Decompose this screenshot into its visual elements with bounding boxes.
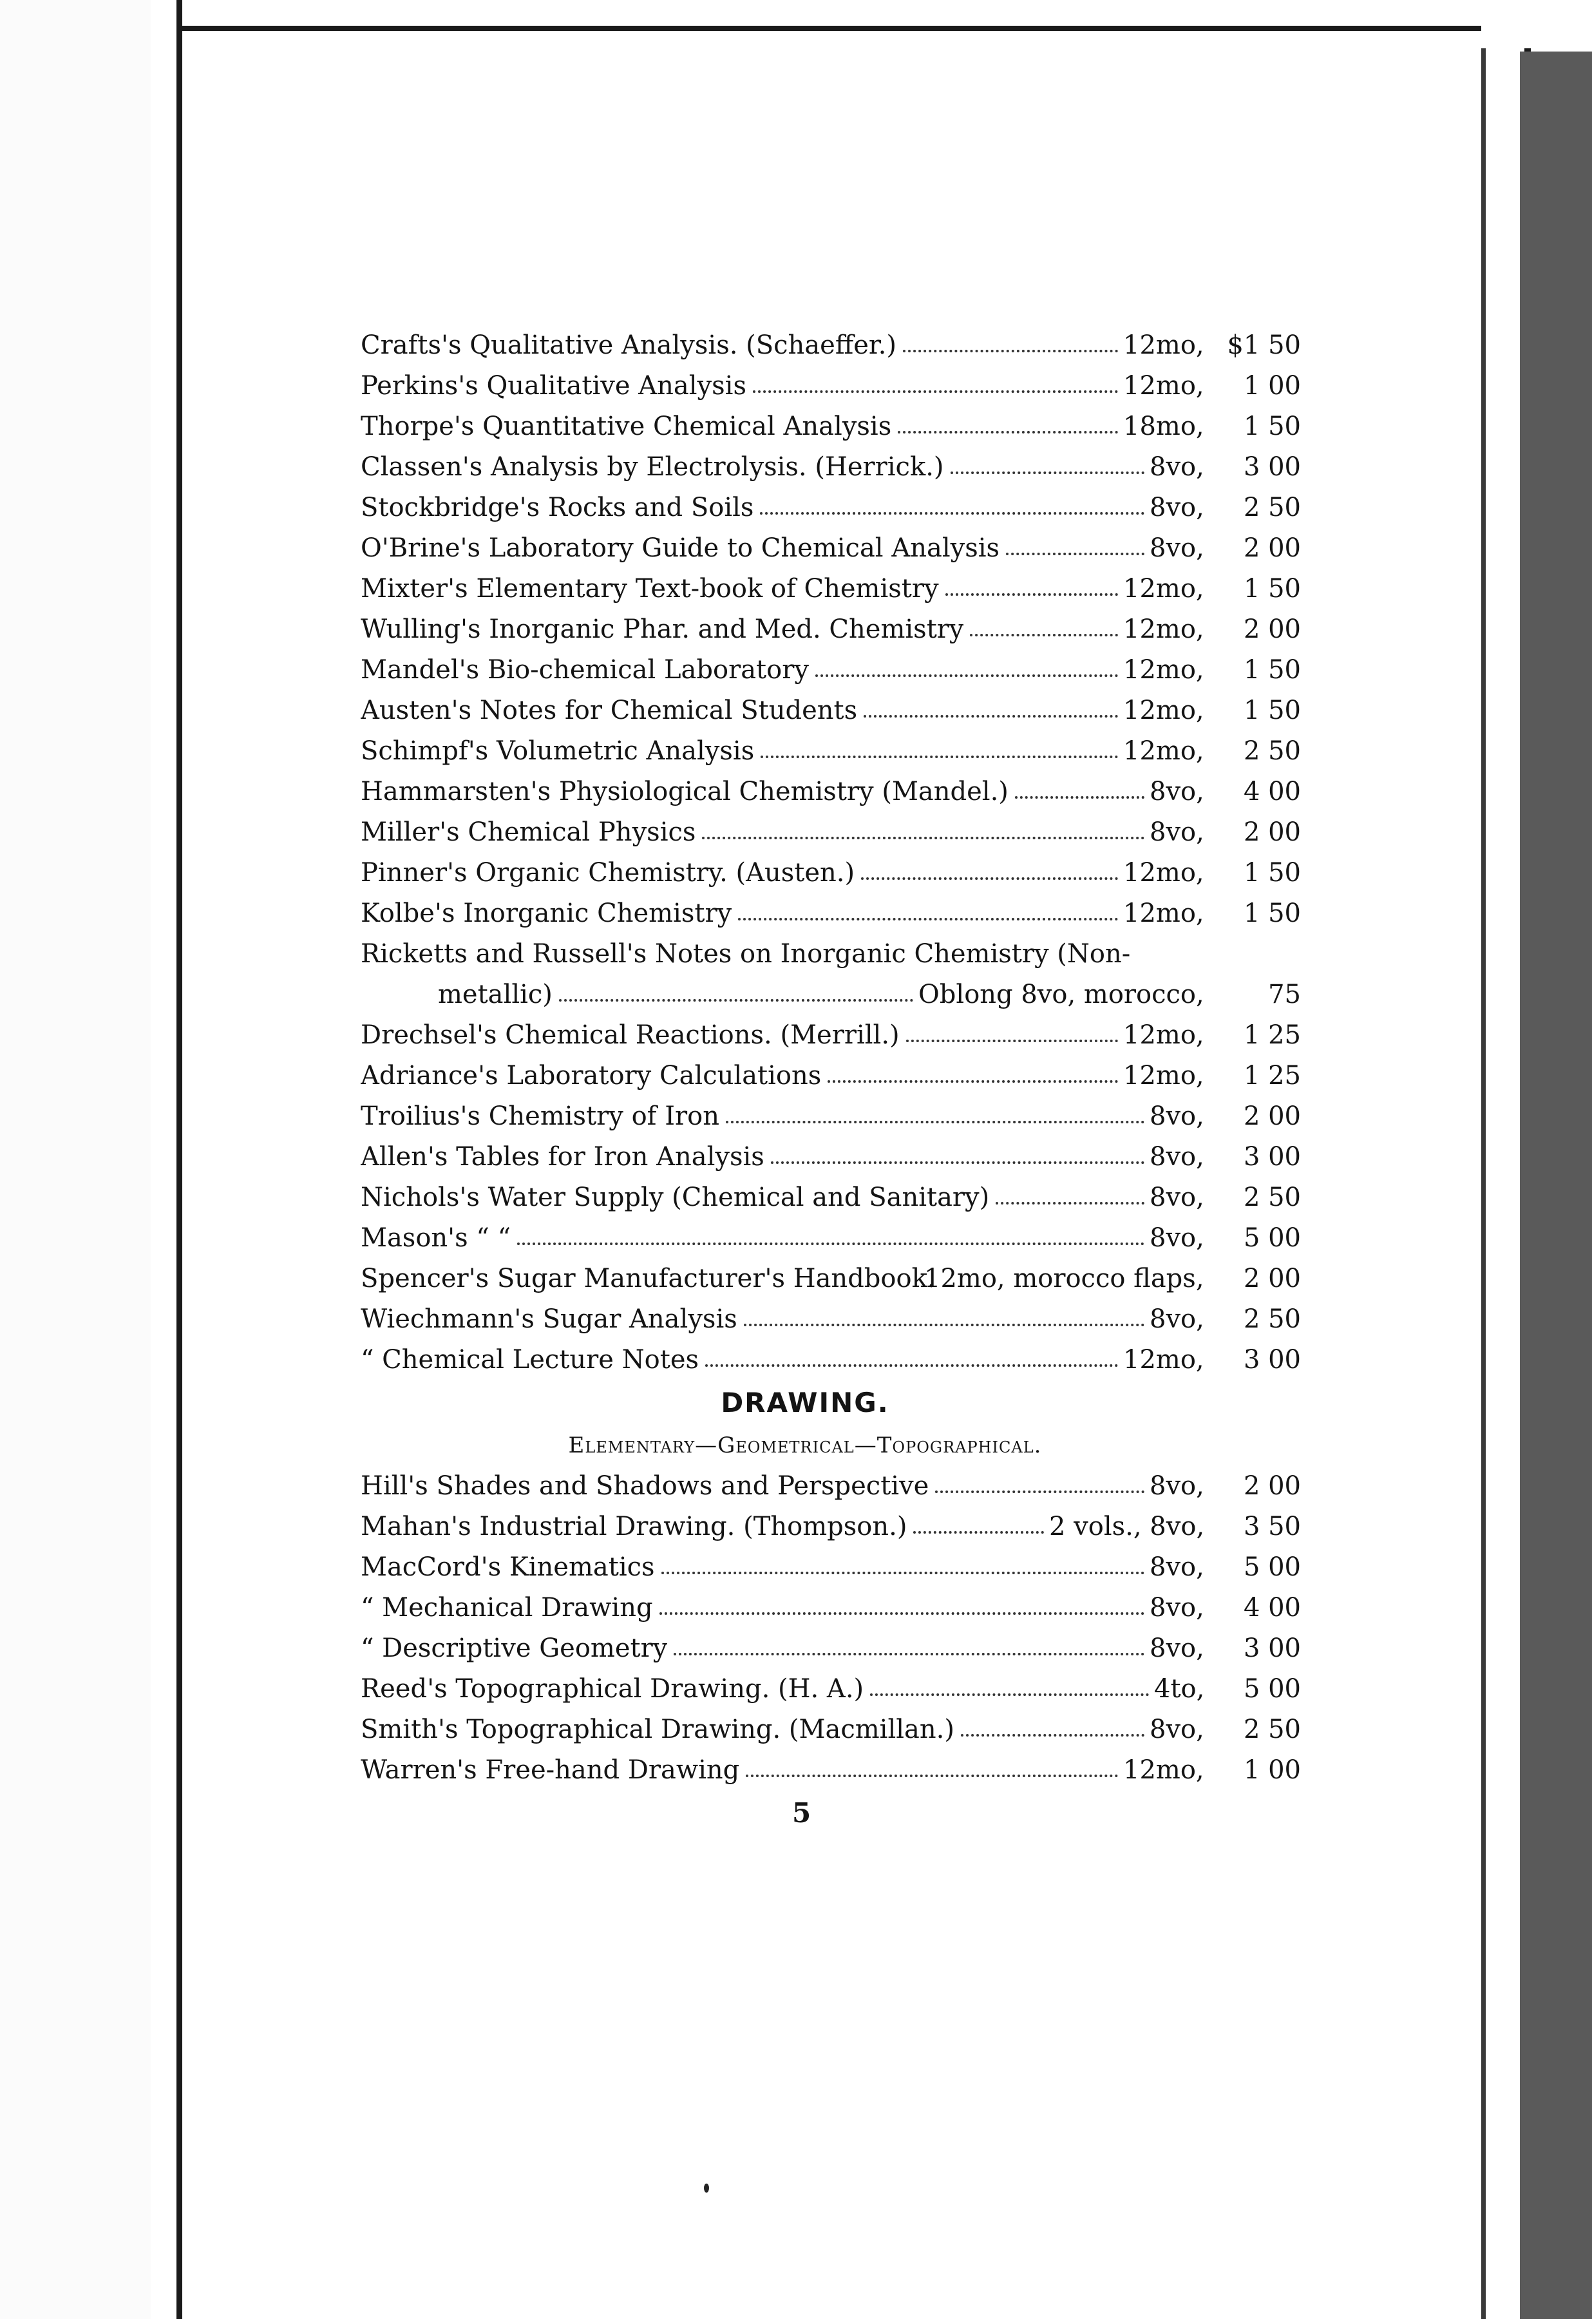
- catalog-entry: [361, 1588, 1301, 1628]
- dot-leader: [771, 1161, 1144, 1164]
- dot-leader: [726, 1121, 1144, 1123]
- entry-price: 1 50: [1243, 858, 1301, 888]
- entry-title: Mandel's Bio-chemical Laboratory: [361, 655, 809, 685]
- dot-leader: [945, 593, 1118, 596]
- binding-shadow: [1520, 52, 1592, 2319]
- dot-leader: [935, 1491, 1144, 1493]
- entry-title: Allen's Tables for Iron Analysis: [361, 1142, 764, 1172]
- catalog-entry: [361, 1507, 1301, 1547]
- entry-title: Mason's “ “: [361, 1223, 511, 1253]
- entry-price: 2 50: [1243, 1715, 1301, 1744]
- entry-title: Austen's Notes for Chemical Students: [361, 696, 858, 725]
- entry-format: 12mo,: [1123, 574, 1204, 604]
- section-heading: DRAWING.: [721, 1387, 889, 1418]
- entry-title: metallic): [438, 980, 553, 1009]
- dot-leader: [744, 1324, 1144, 1326]
- catalog-entry: [361, 528, 1301, 569]
- entry-title: Crafts's Qualitative Analysis. (Schaeffer.): [361, 330, 896, 360]
- entry-price: 2 00: [1243, 1471, 1301, 1501]
- dot-leader: [951, 471, 1144, 474]
- catalog-entry: [361, 731, 1301, 772]
- catalog-entry: [361, 1137, 1301, 1177]
- entry-price: 1 50: [1243, 899, 1301, 928]
- section-subheading: Elementary—Geometrical—Topographical.: [568, 1433, 1042, 1458]
- entry-price: 2 00: [1243, 1101, 1301, 1131]
- entry-format: 8vo,: [1150, 1471, 1204, 1501]
- catalog-entry: [361, 1750, 1301, 1791]
- entry-price: 3 00: [1243, 452, 1301, 482]
- entry-price: 2 00: [1243, 817, 1301, 847]
- entry-price: 1 25: [1243, 1061, 1301, 1091]
- scan-speck: [704, 2184, 709, 2193]
- dot-leader: [906, 1040, 1118, 1042]
- entry-price: 2 00: [1243, 533, 1301, 563]
- catalog-entry: [361, 1669, 1301, 1710]
- catalog-entry: [361, 366, 1301, 406]
- entry-title: Pinner's Organic Chemistry. (Austen.): [361, 858, 855, 888]
- entry-title: Spencer's Sugar Manufacturer's Handbook.: [361, 1264, 936, 1293]
- entry-title: “ Descriptive Geometry: [361, 1633, 668, 1663]
- entry-format: 12mo,: [1123, 1020, 1204, 1050]
- entry-format: 12mo,: [1123, 1755, 1204, 1785]
- entry-title: Schimpf's Volumetric Analysis: [361, 736, 755, 766]
- catalog-entry: [361, 447, 1301, 488]
- entry-title: Hammarsten's Physiological Chemistry (Mandel.): [361, 777, 1009, 806]
- dot-leader: [864, 715, 1118, 718]
- catalog-entry: [361, 893, 1301, 934]
- dot-leader: [559, 999, 913, 1002]
- catalog-entry: [361, 1218, 1301, 1259]
- dot-leader: [961, 1734, 1144, 1737]
- catalog-entry: [361, 569, 1301, 609]
- entry-format: 12mo, morocco flaps,: [924, 1264, 1204, 1293]
- entry-price: 4 00: [1243, 1593, 1301, 1623]
- dot-leader: [661, 1572, 1144, 1574]
- entry-price: 1 50: [1243, 696, 1301, 725]
- entry-price: 1 50: [1243, 574, 1301, 604]
- dot-leader: [996, 1202, 1144, 1205]
- entry-price: 1 00: [1243, 1755, 1301, 1785]
- entry-price: 1 25: [1243, 1020, 1301, 1050]
- entry-title: Ricketts and Russell's Notes on Inorganic Chemistry (Non-: [361, 939, 1131, 969]
- entry-title: O'Brine's Laboratory Guide to Chemical Analysis: [361, 533, 1000, 563]
- dot-leader: [761, 756, 1118, 758]
- entry-price: $1 50: [1227, 330, 1301, 360]
- entry-price: 1 50: [1243, 655, 1301, 685]
- entry-price: 2 50: [1243, 1304, 1301, 1334]
- entry-format: 12mo,: [1123, 736, 1204, 766]
- catalog-entry: [361, 1299, 1301, 1340]
- entry-format: 12mo,: [1123, 655, 1204, 685]
- catalog-entry: [361, 650, 1301, 691]
- entry-title: Troilius's Chemistry of Iron: [361, 1101, 719, 1131]
- entry-title: Nichols's Water Supply (Chemical and Sanitary): [361, 1183, 990, 1212]
- catalog-entry: [361, 934, 1301, 975]
- catalog-entry: [361, 1056, 1301, 1096]
- entry-format: 8vo,: [1150, 1552, 1204, 1582]
- entry-format: Oblong 8vo, morocco,: [918, 980, 1204, 1009]
- dot-leader: [815, 674, 1118, 677]
- entry-title: Drechsel's Chemical Reactions. (Merrill.): [361, 1020, 900, 1050]
- entry-format: 8vo,: [1150, 1715, 1204, 1744]
- entry-price: 3 50: [1243, 1512, 1301, 1541]
- catalog-list: [361, 325, 1301, 1791]
- entry-format: 12mo,: [1123, 1061, 1204, 1091]
- entry-price: 2 00: [1243, 614, 1301, 644]
- entry-price: 5 00: [1243, 1552, 1301, 1582]
- entry-title: “ Chemical Lecture Notes: [361, 1345, 699, 1375]
- entry-title: Hill's Shades and Shadows and Perspective: [361, 1471, 929, 1501]
- dot-leader: [746, 1775, 1118, 1777]
- gutter: [151, 0, 182, 2319]
- entry-title: Perkins's Qualitative Analysis: [361, 371, 746, 401]
- entry-title: Adriance's Laboratory Calculations: [361, 1061, 822, 1091]
- entry-price: 2 50: [1243, 736, 1301, 766]
- entry-price: 3 00: [1243, 1633, 1301, 1663]
- dot-leader: [913, 1531, 1044, 1534]
- dot-leader: [738, 918, 1118, 920]
- entry-format: 8vo,: [1150, 1304, 1204, 1334]
- dot-leader: [659, 1612, 1144, 1615]
- catalog-entry: [361, 1466, 1301, 1507]
- entry-format: 18mo,: [1123, 412, 1204, 441]
- entry-format: 12mo,: [1123, 371, 1204, 401]
- catalog-entry: [361, 853, 1301, 893]
- entry-price: 4 00: [1243, 777, 1301, 806]
- dot-leader: [861, 877, 1118, 880]
- catalog-entry: [361, 1015, 1301, 1056]
- entry-format: 8vo,: [1150, 817, 1204, 847]
- entry-title: “ Mechanical Drawing: [361, 1593, 653, 1623]
- page-number: 5: [792, 1797, 811, 1829]
- entry-price: 2 50: [1243, 1183, 1301, 1212]
- catalog-entry: [361, 1096, 1301, 1137]
- catalog-entry: [361, 609, 1301, 650]
- entry-title: Wiechmann's Sugar Analysis: [361, 1304, 737, 1334]
- entry-title: Miller's Chemical Physics: [361, 817, 696, 847]
- facing-page-edge: [0, 0, 158, 2319]
- catalog-entry: [361, 1340, 1301, 1380]
- dot-leader: [705, 1364, 1118, 1367]
- entry-format: 12mo,: [1123, 614, 1204, 644]
- catalog-entry: [361, 772, 1301, 812]
- catalog-entry: [361, 1259, 1301, 1299]
- entry-price: 5 00: [1243, 1674, 1301, 1704]
- catalog-entry: [361, 812, 1301, 853]
- entry-title: Smith's Topographical Drawing. (Macmillan.): [361, 1715, 954, 1744]
- entry-format: 8vo,: [1150, 452, 1204, 482]
- dot-leader: [898, 431, 1118, 433]
- catalog-entry: [361, 1547, 1301, 1588]
- entry-title: Reed's Topographical Drawing. (H. A.): [361, 1674, 864, 1704]
- dot-leader: [753, 390, 1118, 393]
- entry-price: 75: [1268, 980, 1301, 1009]
- entry-price: 5 00: [1243, 1223, 1301, 1253]
- dot-leader: [870, 1693, 1149, 1696]
- dot-leader: [1015, 796, 1144, 799]
- entry-format: 8vo,: [1150, 493, 1204, 522]
- dot-leader: [970, 634, 1118, 636]
- entry-format: 12mo,: [1123, 1345, 1204, 1375]
- entry-format: 8vo,: [1150, 1633, 1204, 1663]
- catalog-entry: [361, 1177, 1301, 1218]
- catalog-entry: [361, 406, 1301, 447]
- entry-format: 12mo,: [1123, 330, 1204, 360]
- entry-format: 8vo,: [1150, 1101, 1204, 1131]
- dot-leader: [517, 1243, 1144, 1245]
- entry-format: 8vo,: [1150, 1142, 1204, 1172]
- catalog-entry: [361, 488, 1301, 528]
- entry-format: 12mo,: [1123, 696, 1204, 725]
- entry-price: 1 50: [1243, 412, 1301, 441]
- dot-leader: [828, 1080, 1118, 1083]
- entry-price: 3 00: [1243, 1142, 1301, 1172]
- entry-price: 1 00: [1243, 371, 1301, 401]
- entry-format: 2 vols., 8vo,: [1049, 1512, 1205, 1541]
- entry-title: Mahan's Industrial Drawing. (Thompson.): [361, 1512, 907, 1541]
- dot-leader: [674, 1653, 1144, 1655]
- catalog-entry: [361, 691, 1301, 731]
- entry-price: 2 50: [1243, 493, 1301, 522]
- entry-format: 8vo,: [1150, 533, 1204, 563]
- entry-format: 8vo,: [1150, 1223, 1204, 1253]
- entry-title: Wulling's Inorganic Phar. and Med. Chemistry: [361, 614, 964, 644]
- entry-title: Classen's Analysis by Electrolysis. (Herrick.): [361, 452, 944, 482]
- entry-title: MacCord's Kinematics: [361, 1552, 655, 1582]
- entry-title: Warren's Free-hand Drawing: [361, 1755, 740, 1785]
- entry-format: 12mo,: [1123, 899, 1204, 928]
- entry-format: 12mo,: [1123, 858, 1204, 888]
- entry-format: 8vo,: [1150, 777, 1204, 806]
- dot-leader: [702, 837, 1144, 839]
- entry-price: 2 00: [1243, 1264, 1301, 1293]
- entry-price: 3 00: [1243, 1345, 1301, 1375]
- entry-title: Thorpe's Quantitative Chemical Analysis: [361, 412, 892, 441]
- catalog-entry: [361, 1628, 1301, 1669]
- entry-title: Mixter's Elementary Text-book of Chemistry: [361, 574, 939, 604]
- dot-leader: [903, 350, 1118, 352]
- dot-leader: [1006, 553, 1144, 555]
- entry-format: 4to,: [1154, 1674, 1205, 1704]
- catalog-entry: [361, 975, 1301, 1015]
- catalog-entry: [361, 325, 1301, 366]
- dot-leader: [760, 512, 1144, 515]
- entry-format: 8vo,: [1150, 1183, 1204, 1212]
- catalog-entry: [361, 1710, 1301, 1750]
- entry-title: Stockbridge's Rocks and Soils: [361, 493, 754, 522]
- entry-format: 8vo,: [1150, 1593, 1204, 1623]
- entry-title: Kolbe's Inorganic Chemistry: [361, 899, 732, 928]
